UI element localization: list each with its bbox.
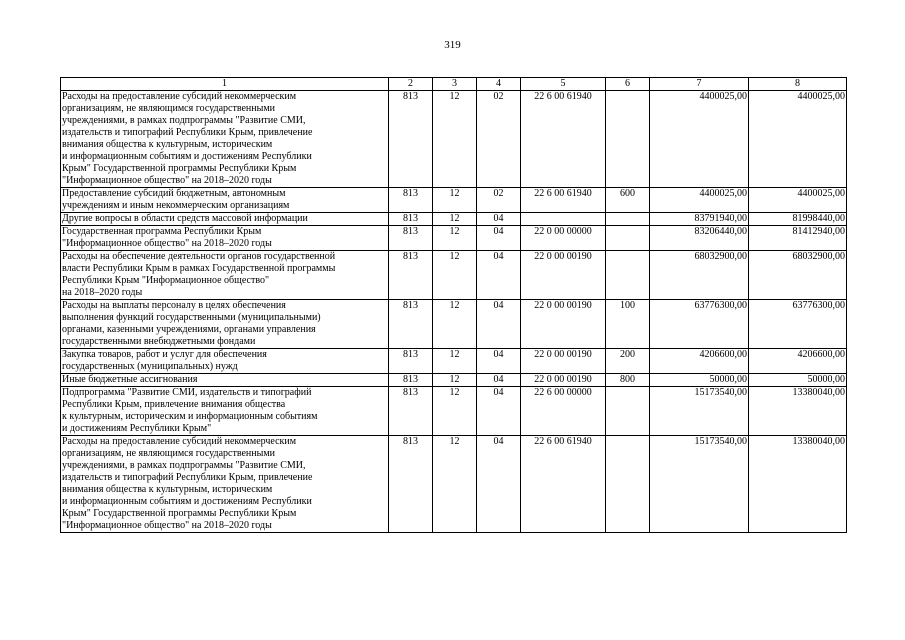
amount-col-8: 4400025,00 (749, 91, 847, 188)
target-article-code (521, 213, 606, 226)
subsection-code: 04 (477, 374, 521, 387)
page-number: 319 (444, 39, 461, 51)
table-row (61, 251, 847, 300)
admin-code: 813 (389, 188, 433, 213)
admin-code: 813 (389, 300, 433, 349)
subsection-code: 04 (477, 349, 521, 374)
header-col-6: 6 (606, 78, 650, 91)
amount-col-8: 13380040,00 (749, 436, 847, 533)
subsection-code: 04 (477, 213, 521, 226)
header-row (61, 78, 847, 91)
header-col-4: 4 (477, 78, 521, 91)
amount-col-7: 63776300,00 (650, 300, 749, 349)
amount-col-7: 83791940,00 (650, 213, 749, 226)
amount-col-8: 63776300,00 (749, 300, 847, 349)
subsection-code: 04 (477, 436, 521, 533)
section-code: 12 (433, 374, 477, 387)
target-article-code: 22 6 00 00000 (521, 387, 606, 436)
amount-col-7: 4400025,00 (650, 188, 749, 213)
expense-type-code (606, 251, 650, 300)
header-col-2: 2 (389, 78, 433, 91)
target-article-code: 22 0 00 00190 (521, 374, 606, 387)
header-col-5: 5 (521, 78, 606, 91)
admin-code: 813 (389, 387, 433, 436)
expense-type-code: 100 (606, 300, 650, 349)
admin-code: 813 (389, 251, 433, 300)
admin-code: 813 (389, 213, 433, 226)
admin-code: 813 (389, 349, 433, 374)
amount-col-7: 50000,00 (650, 374, 749, 387)
amount-col-8: 4400025,00 (749, 188, 847, 213)
amount-col-8: 50000,00 (749, 374, 847, 387)
target-article-code: 22 0 00 00190 (521, 251, 606, 300)
row-name: Закупка товаров, работ и услуг для обеспечения государственных (муниципальных) нужд (61, 349, 389, 374)
amount-col-8: 81998440,00 (749, 213, 847, 226)
table-row (61, 436, 847, 533)
amount-col-8: 68032900,00 (749, 251, 847, 300)
section-code: 12 (433, 91, 477, 188)
table-row (61, 387, 847, 436)
amount-col-8: 81412940,00 (749, 226, 847, 251)
row-name: Другие вопросы в области средств массовой информации (61, 213, 389, 226)
amount-col-7: 4400025,00 (650, 91, 749, 188)
expense-type-code: 800 (606, 374, 650, 387)
section-code: 12 (433, 300, 477, 349)
amount-col-7: 15173540,00 (650, 436, 749, 533)
admin-code: 813 (389, 226, 433, 251)
row-name: Расходы на обеспечение деятельности органов государственной власти Республики Крым в рамках Государственной программы Республики Крым "Информационное общество" на 2018–2020 годы (61, 251, 389, 300)
header-col-3: 3 (433, 78, 477, 91)
expense-type-code (606, 91, 650, 188)
table-row (61, 188, 847, 213)
target-article-code: 22 0 00 00190 (521, 300, 606, 349)
section-code: 12 (433, 188, 477, 213)
row-name: Иные бюджетные ассигнования (61, 374, 389, 387)
row-name: Расходы на выплаты персоналу в целях обеспечения выполнения функций государственными (муниципальными) органами, казенными учреждениями, органами управления государственными внебюджетными фондами (61, 300, 389, 349)
target-article-code: 22 0 00 00190 (521, 349, 606, 374)
header-col-8: 8 (749, 78, 847, 91)
subsection-code: 04 (477, 387, 521, 436)
target-article-code: 22 6 00 61940 (521, 188, 606, 213)
row-name: Расходы на предоставление субсидий некоммерческим организациям, не являющимся государственными учреждениями, в рамках подпрограммы "Развитие СМИ, издательств и типографий Республики Крым, привлечение внимания общества к культурным, историческим и информационным событиям и достижениям Республики Крым" Государственной программы Республики Крым "Информационное общество" на 2018–2020 годы (61, 436, 389, 533)
subsection-code: 02 (477, 91, 521, 188)
expense-type-code (606, 226, 650, 251)
table-row (61, 374, 847, 387)
row-name: Государственная программа Республики Крым "Информационное общество" на 2018–2020 годы (61, 226, 389, 251)
row-name: Предоставление субсидий бюджетным, автономным учреждениям и иным некоммерческим организациям (61, 188, 389, 213)
target-article-code: 22 6 00 61940 (521, 91, 606, 188)
amount-col-8: 4206600,00 (749, 349, 847, 374)
expense-type-code: 600 (606, 188, 650, 213)
subsection-code: 04 (477, 251, 521, 300)
expense-type-code (606, 436, 650, 533)
amount-col-7: 83206440,00 (650, 226, 749, 251)
expense-type-code: 200 (606, 349, 650, 374)
section-code: 12 (433, 251, 477, 300)
section-code: 12 (433, 436, 477, 533)
header-col-1: 1 (61, 78, 389, 91)
expense-type-code (606, 387, 650, 436)
amount-col-7: 68032900,00 (650, 251, 749, 300)
section-code: 12 (433, 226, 477, 251)
section-code: 12 (433, 349, 477, 374)
table-row (61, 300, 847, 349)
admin-code: 813 (389, 436, 433, 533)
table-row (61, 213, 847, 226)
amount-col-7: 15173540,00 (650, 387, 749, 436)
expense-type-code (606, 213, 650, 226)
target-article-code: 22 0 00 00000 (521, 226, 606, 251)
target-article-code: 22 6 00 61940 (521, 436, 606, 533)
table-row (61, 349, 847, 374)
subsection-code: 04 (477, 226, 521, 251)
subsection-code: 04 (477, 300, 521, 349)
budget-table (60, 77, 847, 533)
row-name: Подпрограмма "Развитие СМИ, издательств и типографий Республики Крым, привлечение внимания общества к культурным, историческим и информационным событиям и достижениям Республики Крым" (61, 387, 389, 436)
row-name: Расходы на предоставление субсидий некоммерческим организациям, не являющимся государственными учреждениями, в рамках подпрограммы "Развитие СМИ, издательств и типографий Республики Крым, привлечение внимания общества к культурным, историческим и информационным событиям и достижениям Республики Крым" Государственной программы Республики Крым "Информационное общество" на 2018–2020 годы (61, 91, 389, 188)
section-code: 12 (433, 387, 477, 436)
amount-col-8: 13380040,00 (749, 387, 847, 436)
header-col-7: 7 (650, 78, 749, 91)
amount-col-7: 4206600,00 (650, 349, 749, 374)
admin-code: 813 (389, 91, 433, 188)
table-row (61, 91, 847, 188)
subsection-code: 02 (477, 188, 521, 213)
admin-code: 813 (389, 374, 433, 387)
section-code: 12 (433, 213, 477, 226)
table-row (61, 226, 847, 251)
